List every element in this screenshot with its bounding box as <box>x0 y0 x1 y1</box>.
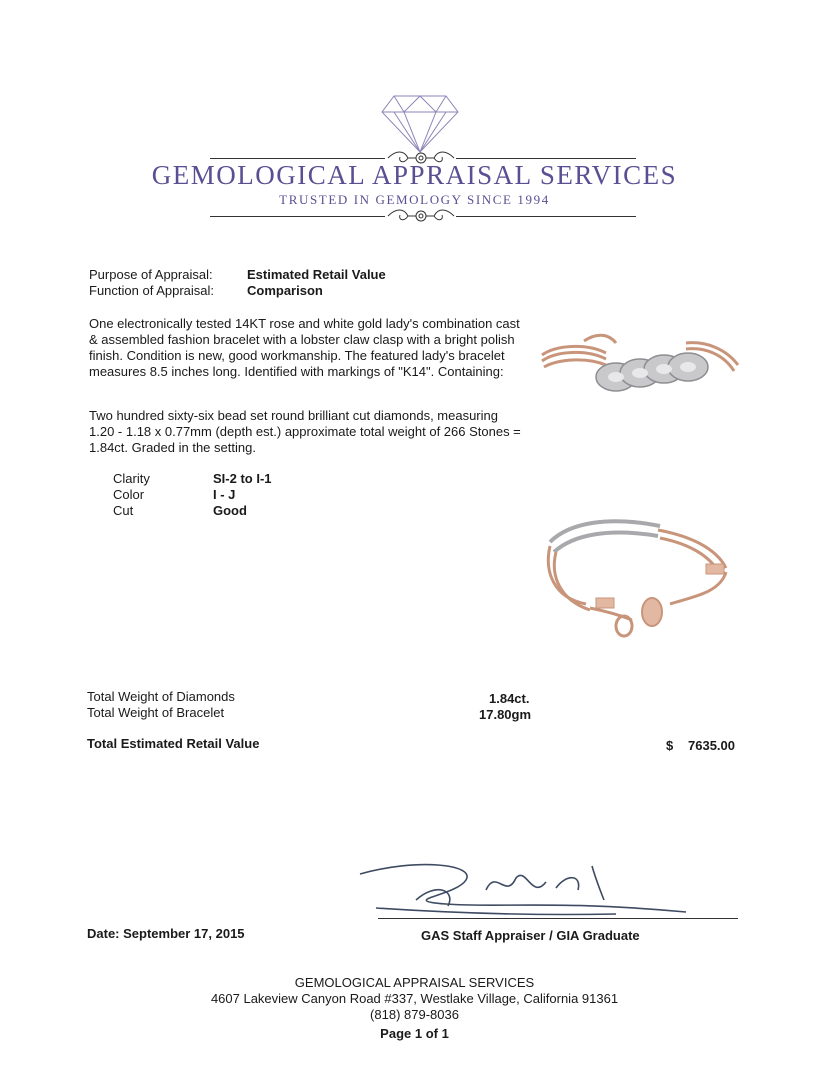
item-description: One electronically tested 14KT rose and white gold lady's combination cast & assembled fashion bracelet with a lobster claw clasp with a bright polish finish. Condition is new, good workmanship. The featured lady's bracelet measures 8.5 inches long. Identified with markings of "K14". Containing: <box>89 316 520 379</box>
grade-clarity-label: Clarity <box>113 471 150 486</box>
footer-company: GEMOLOGICAL APPRAISAL SERVICES <box>294 975 535 990</box>
stones-description: Two hundred sixty-six bead set round brilliant cut diamonds, measuring 1.20 - 1.18 x 0.77mm (depth est.) approximate total weight of 266 Stones = 1.84ct. Graded in the setting. <box>89 408 521 455</box>
grade-cut-value: Good <box>213 503 247 518</box>
total-bracelet-label: Total Weight of Bracelet <box>87 705 225 720</box>
grade-cut-label: Cut <box>113 503 134 518</box>
appraisal-date: Date: September 17, 2015 <box>87 926 245 941</box>
total-diamonds-value: 1.84ct. <box>489 691 530 706</box>
function-value: Comparison <box>247 283 323 298</box>
total-retail-label: Total Estimated Retail Value <box>87 736 260 751</box>
header-rule-top-right <box>456 158 636 159</box>
header-rule-bottom-left <box>210 216 385 217</box>
bracelet-photo-top <box>536 325 744 415</box>
purpose-value: Estimated Retail Value <box>247 267 386 282</box>
footer-phone: (818) 879-8036 <box>370 1007 459 1022</box>
grade-color-label: Color <box>113 487 145 502</box>
grade-color-value: I - J <box>213 487 236 502</box>
appraiser-title: GAS Staff Appraiser / GIA Graduate <box>421 928 640 943</box>
header-rule-bottom-right <box>456 216 636 217</box>
scroll-ornament-icon <box>386 206 456 226</box>
signature-line <box>378 918 738 919</box>
total-bracelet-value: 17.80gm <box>479 707 532 722</box>
total-retail-currency: $ <box>666 738 674 753</box>
company-name: GEMOLOGICAL APPRAISAL SERVICES <box>151 160 678 190</box>
purpose-label: Purpose of Appraisal: <box>89 267 213 282</box>
total-retail-value: 7635.00 <box>688 738 735 753</box>
grade-clarity-value: SI-2 to I-1 <box>213 471 272 486</box>
company-tagline: TRUSTED IN GEMOLOGY SINCE 1994 <box>279 192 550 207</box>
diamond-logo-icon <box>380 94 460 154</box>
header-rule-top-left <box>210 158 385 159</box>
bracelet-photo-clasp <box>540 512 736 654</box>
page-number: Page 1 of 1 <box>380 1026 449 1041</box>
total-diamonds-label: Total Weight of Diamonds <box>87 689 235 704</box>
footer-address: 4607 Lakeview Canyon Road #337, Westlake Village, California 91361 <box>210 991 619 1006</box>
function-label: Function of Appraisal: <box>89 283 215 298</box>
appraiser-signature <box>356 860 696 920</box>
